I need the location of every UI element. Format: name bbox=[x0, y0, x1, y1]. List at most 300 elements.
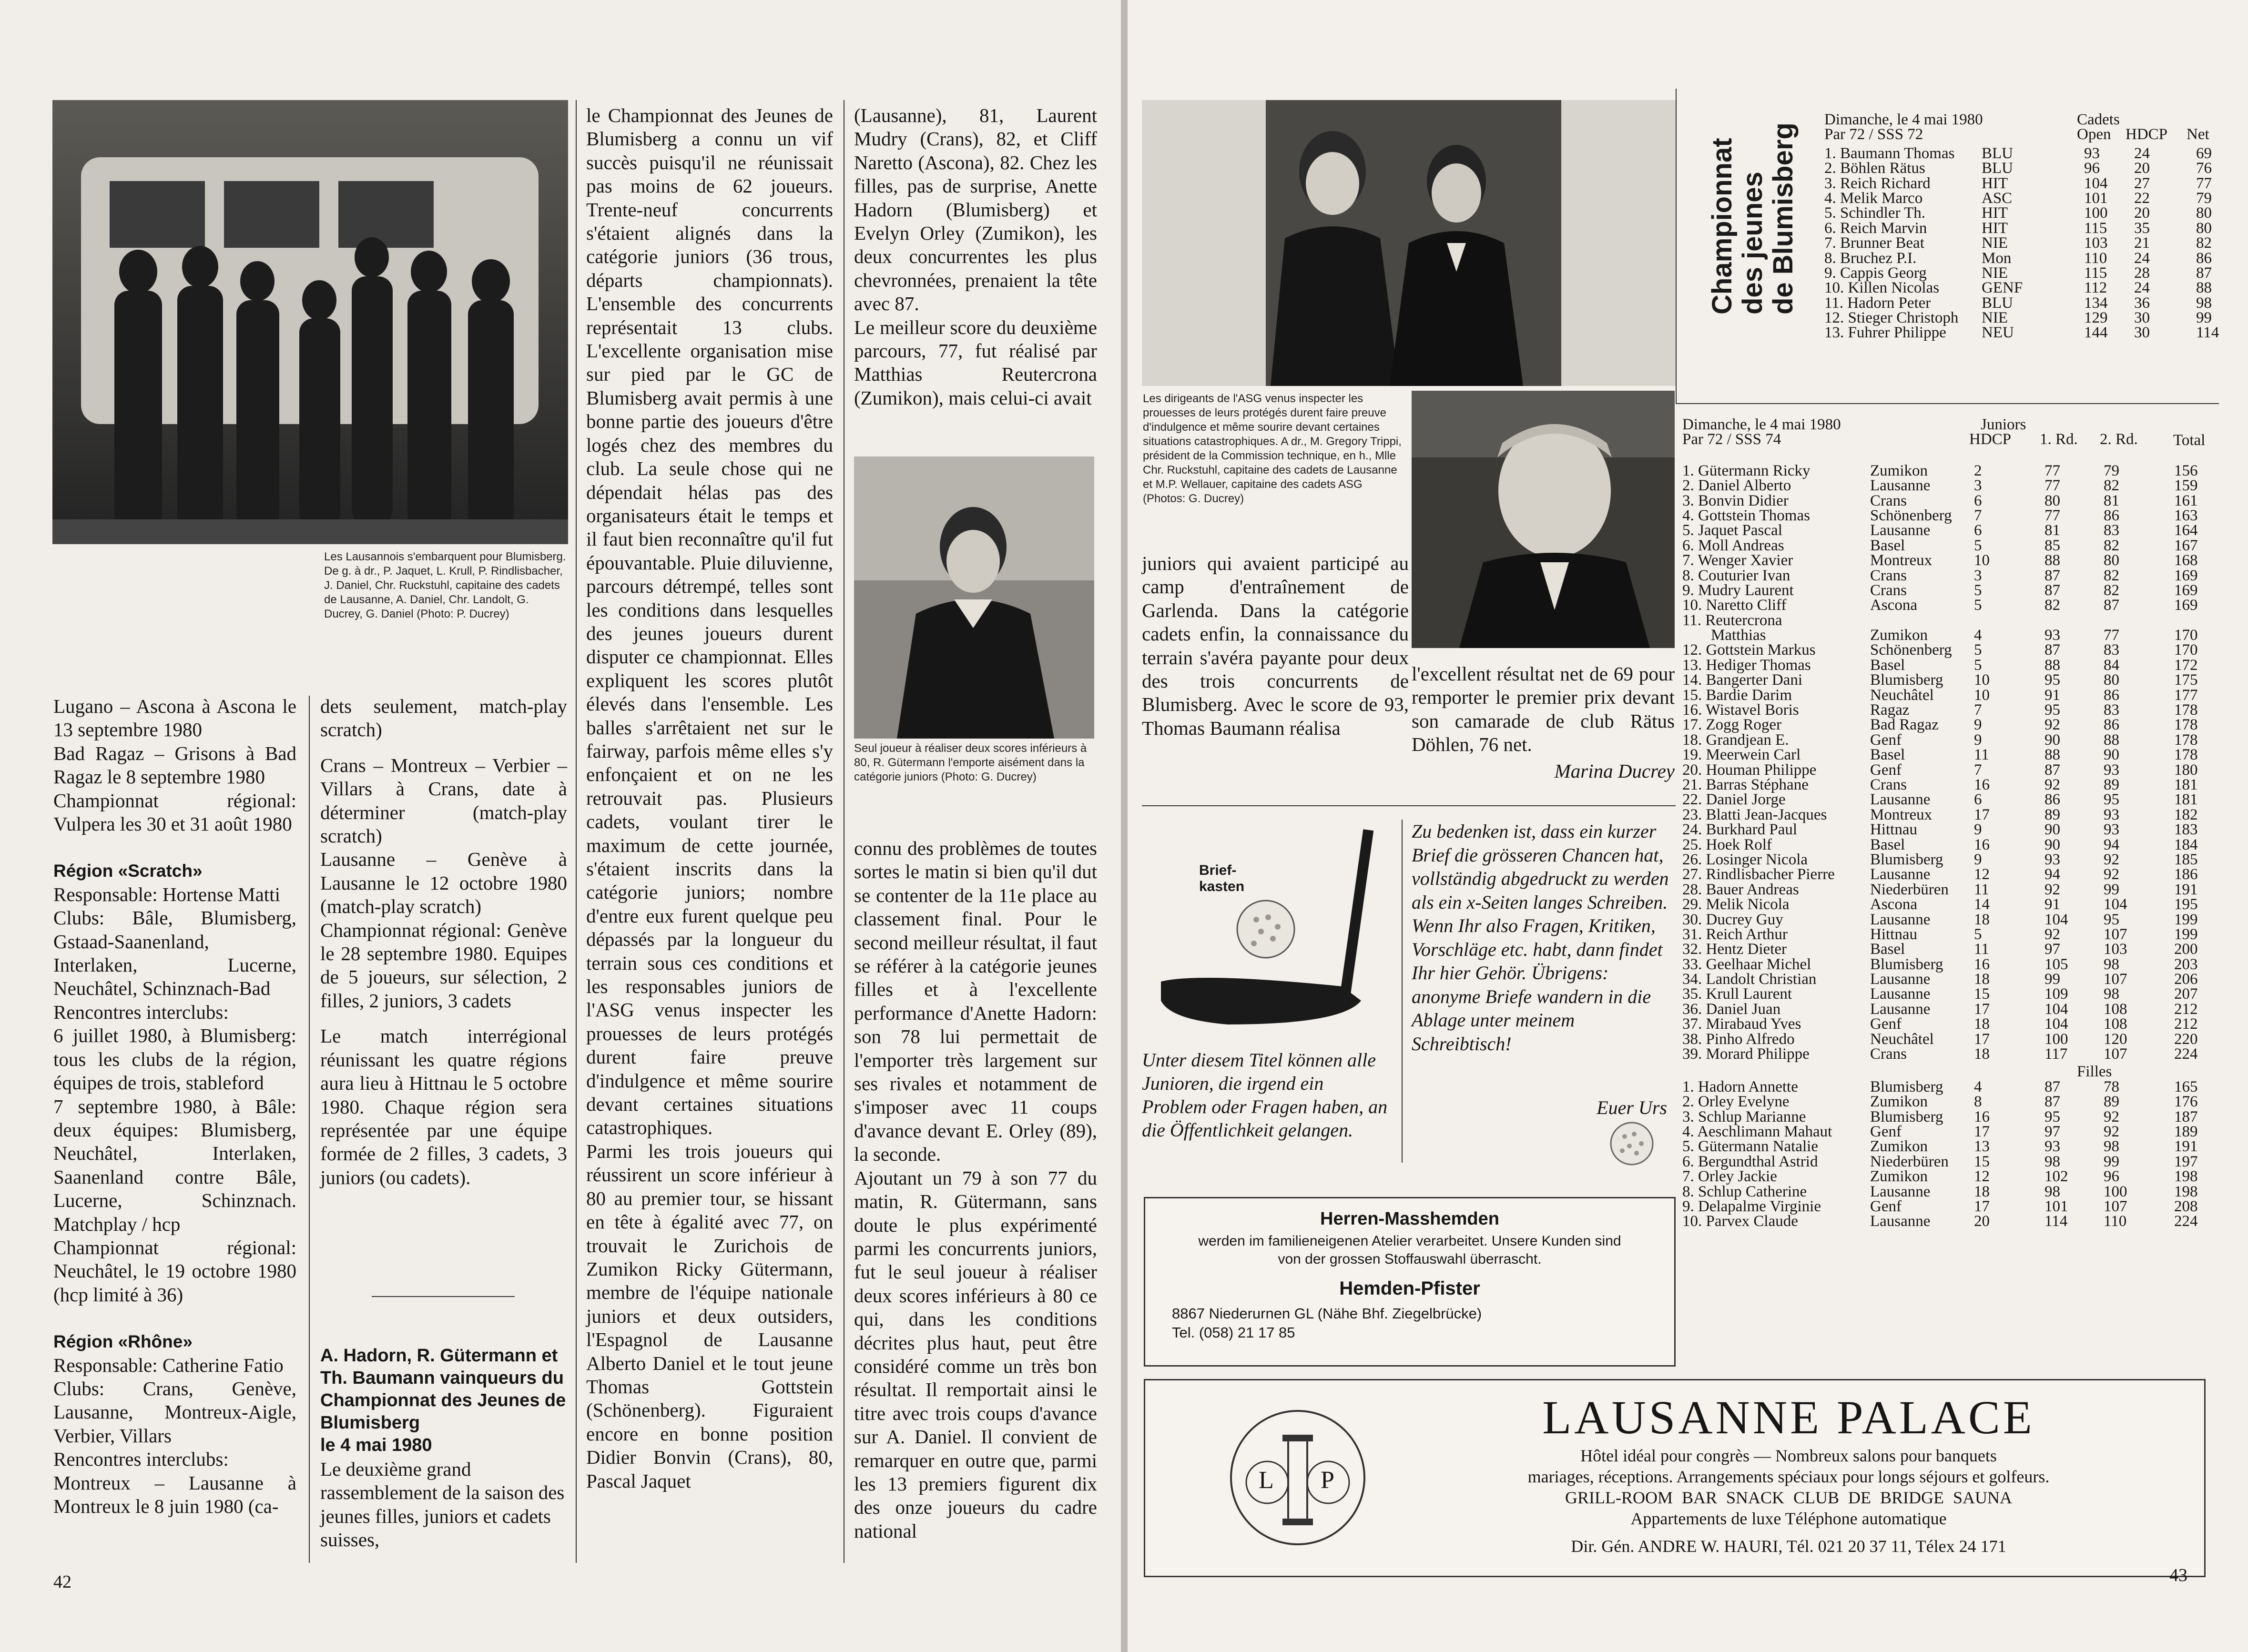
net-score: 79 bbox=[2196, 189, 2212, 207]
juniors-date: Dimanche, le 4 mai 1980 bbox=[1682, 416, 1841, 433]
briefkasten-sign: Euer Urs bbox=[1597, 1097, 1667, 1118]
table-row bbox=[1682, 1095, 2226, 1109]
round-2: 96 bbox=[2104, 1168, 2119, 1186]
table-row bbox=[1682, 778, 2226, 792]
column-4 bbox=[854, 104, 1097, 410]
hdcp: 17 bbox=[1974, 1000, 1990, 1018]
round-2: 107 bbox=[2104, 971, 2127, 988]
player-name: 35. Krull Laurent bbox=[1682, 985, 1792, 1003]
player-name: 3. Reich Richard bbox=[1824, 174, 1931, 192]
club: Lausanne bbox=[1870, 1213, 1931, 1230]
total: 178 bbox=[2174, 746, 2198, 764]
total: 163 bbox=[2174, 507, 2198, 524]
hdcp: 18 bbox=[1974, 971, 1990, 988]
hdcp: 9 bbox=[1974, 821, 1982, 839]
photo-portrait-trippi bbox=[1412, 391, 1675, 648]
round-2: 83 bbox=[2104, 641, 2119, 659]
club: Schönenberg bbox=[1870, 507, 1952, 524]
text-paragraph: juniors qui avaient participé au camp d'entraînement de Garlenda. Dans la catégorie cadets enfin, la connaissance du terrain s'avéra payante pour deux des trois concurrents de Blumisberg. Avec le score de 93, Thomas Baumann réalisa bbox=[1142, 552, 1409, 739]
ad-palace-line: Hôtel idéal pour congrès — Nombreux salons pour banquets bbox=[1580, 1446, 1997, 1465]
net-score: 80 bbox=[2196, 219, 2212, 237]
hdcp: 16 bbox=[1974, 776, 1990, 793]
player-name: 16. Wistavel Boris bbox=[1682, 701, 1799, 719]
round-2: 110 bbox=[2104, 1213, 2127, 1230]
open-score: 134 bbox=[2084, 294, 2108, 312]
round-2: 86 bbox=[2104, 716, 2119, 734]
table-row bbox=[1682, 1199, 2226, 1214]
hdcp: 22 bbox=[2134, 189, 2150, 207]
hdcp: 17 bbox=[1974, 806, 1990, 823]
club: Lausanne bbox=[1870, 971, 1931, 988]
round-1: 87 bbox=[2045, 581, 2060, 599]
photo-lausanne-team-caption: Les Lausannois s'embarquent pour Blumisberg. De g. à dr., P. Jaquet, L. Krull, P. Rindlisbacher, J. Daniel, Chr. Ruckstuhl, capitaine des cadets de Lausanne, A. Daniel, Chr. Landolt, G. Ducrey, G. Daniel (Photo: P. Ducrey) bbox=[324, 550, 566, 620]
total: 206 bbox=[2174, 971, 2198, 988]
table-row bbox=[1824, 311, 2225, 325]
hdcp: 24 bbox=[2134, 144, 2150, 162]
photo-officials bbox=[1142, 100, 1676, 386]
hdcp: 7 bbox=[1974, 507, 1982, 524]
hdcp: 18 bbox=[1974, 1015, 1990, 1033]
round-1: 94 bbox=[2045, 866, 2060, 883]
round-2: 89 bbox=[2104, 776, 2119, 793]
net-score: 86 bbox=[2196, 249, 2212, 267]
round-2: 100 bbox=[2104, 1183, 2127, 1200]
hdcp: 20 bbox=[1974, 1213, 1990, 1230]
round-2: 89 bbox=[2104, 1093, 2119, 1111]
open-score: 103 bbox=[2084, 234, 2108, 252]
round-1: 80 bbox=[2045, 492, 2060, 509]
player-name: 4. Melik Marco bbox=[1824, 189, 1923, 207]
round-2: 83 bbox=[2104, 701, 2119, 719]
juniors-header-row bbox=[1682, 417, 2226, 432]
total: 191 bbox=[2174, 881, 2198, 898]
player-name: 8. Bruchez P.I. bbox=[1824, 249, 1917, 267]
table-row bbox=[1682, 1032, 2226, 1047]
player-name: 12. Gottstein Markus bbox=[1682, 641, 1816, 659]
briefkasten-divider bbox=[1402, 820, 1403, 1163]
player-name: 39. Morard Philippe bbox=[1682, 1045, 1810, 1063]
hdcp: 16 bbox=[1974, 1108, 1990, 1125]
table-row bbox=[1824, 161, 2225, 176]
round-2: 98 bbox=[2104, 985, 2119, 1003]
hdcp: 5 bbox=[1974, 656, 1982, 674]
total: 224 bbox=[2174, 1045, 2198, 1063]
column-header: HDCP bbox=[1969, 431, 2012, 448]
hdcp: 35 bbox=[2134, 219, 2150, 237]
hdcp: 20 bbox=[2134, 160, 2150, 177]
player-name: 2. Böhlen Rätus bbox=[1824, 160, 1925, 177]
table-row bbox=[1682, 568, 2226, 583]
club: Crans bbox=[1870, 1045, 1907, 1063]
table-row bbox=[1824, 251, 2225, 266]
open-score: 101 bbox=[2084, 189, 2108, 207]
player-name: 6. Moll Andreas bbox=[1682, 537, 1784, 554]
round-1: 77 bbox=[2045, 477, 2060, 495]
round-1: 82 bbox=[2045, 597, 2060, 614]
total: 164 bbox=[2174, 522, 2198, 539]
club: Genf bbox=[1870, 761, 1902, 779]
player-name: 37. Mirabaud Yves bbox=[1682, 1015, 1801, 1033]
club-code: NIE bbox=[1982, 309, 2008, 327]
total: 199 bbox=[2174, 911, 2198, 928]
club: Ascona bbox=[1870, 597, 1917, 614]
round-2: 95 bbox=[2104, 791, 2119, 809]
column-6 bbox=[1412, 662, 1675, 783]
total: 203 bbox=[2174, 955, 2198, 973]
round-1: 91 bbox=[2045, 686, 2060, 704]
text-line: Responsable: Hortense Matti bbox=[53, 883, 280, 905]
open-score: 110 bbox=[2084, 249, 2107, 267]
cadets-date: Dimanche, le 4 mai 1980 bbox=[1824, 111, 1983, 128]
net-score: 82 bbox=[2196, 234, 2212, 252]
round-1: 105 bbox=[2045, 955, 2068, 973]
round-1: 95 bbox=[2045, 1108, 2060, 1125]
total: 181 bbox=[2174, 791, 2198, 809]
round-1: 104 bbox=[2045, 911, 2068, 928]
total: 197 bbox=[2174, 1153, 2198, 1170]
table-row bbox=[1682, 882, 2226, 897]
player-name: 22. Daniel Jorge bbox=[1682, 791, 1786, 809]
table-row bbox=[1682, 494, 2226, 508]
table-row bbox=[1682, 673, 2226, 688]
round-2: 80 bbox=[2104, 552, 2119, 569]
table-row bbox=[1682, 942, 2226, 957]
club: Niederbüren bbox=[1870, 1153, 1949, 1170]
text-line: 7 septembre 1980, à Bâle: deux équipes: Blumisberg, Neuchâtel, Interlaken, Saanenland contre Bâle, Lucerne, Schinznach. Matchplay / hcp bbox=[53, 1095, 296, 1235]
column-header: Open bbox=[2077, 126, 2111, 143]
round-1: 87 bbox=[2045, 1093, 2060, 1111]
briefkasten-right-text: Zu bedenken ist, dass ein kurzer Brief die grösseren Chancen hat, vollständig abgedruckt zu werden als ein x-Seiten langes Schreiben. Wenn Ihr also Fragen, Kritiken, Vorschläge etc. habt, dann findet Ihr hier Gehör. Übrigens: anonyme Briefe wandern in die Ablage unter meinem Schreibtisch! bbox=[1412, 821, 1669, 1054]
club: Zumikon bbox=[1870, 1168, 1928, 1186]
player-name: 6. Bergundthal Astrid bbox=[1682, 1153, 1818, 1170]
table-row bbox=[1824, 206, 2225, 221]
total: 189 bbox=[2174, 1123, 2198, 1140]
player-name: 8. Schlup Catherine bbox=[1682, 1183, 1807, 1200]
player-name: Matthias bbox=[1711, 627, 1766, 644]
hdcp: 24 bbox=[2134, 279, 2150, 297]
round-2: 94 bbox=[2104, 836, 2119, 853]
round-2: 93 bbox=[2104, 806, 2119, 823]
player-name: 1. Baumann Thomas bbox=[1824, 144, 1955, 162]
table-row bbox=[1682, 897, 2226, 912]
ad-lausanne-palace bbox=[1144, 1379, 2206, 1577]
table-row bbox=[1682, 583, 2226, 598]
column-3 bbox=[586, 104, 833, 1493]
club: Lausanne bbox=[1870, 791, 1931, 809]
hdcp: 6 bbox=[1974, 492, 1982, 509]
cadets-rows bbox=[1824, 146, 2225, 341]
hdcp: 11 bbox=[1974, 746, 1989, 764]
player-name: 33. Geelhaar Michel bbox=[1682, 955, 1811, 973]
player-name: 3. Bonvin Didier bbox=[1682, 492, 1789, 509]
total: 187 bbox=[2174, 1108, 2198, 1125]
club: Lausanne bbox=[1870, 911, 1931, 928]
open-score: 96 bbox=[2084, 160, 2100, 177]
club-code: HIT bbox=[1982, 204, 2008, 222]
section-heading-rhone: Région «Rhône» bbox=[53, 1332, 193, 1352]
author-signature: Marina Ducrey bbox=[1554, 760, 1675, 782]
text-paragraph: connu des problèmes de toutes sortes le matin si bien qu'il dut se contenter de la 11e place au classement final. Pour le second meilleur résultat, il faut se référer à la catégorie jeunes filles et à l'excellente performance d'Anette Hadorn: son 78 lui permettait de l'emporter très largement sur ses rivales et notamment de s'imposer avec 11 coups d'avance devant E. Orley (89), la seconde. bbox=[854, 837, 1097, 1166]
player-name: 17. Zogg Roger bbox=[1682, 716, 1782, 734]
round-2: 108 bbox=[2104, 1015, 2127, 1033]
club: Basel bbox=[1870, 537, 1905, 554]
round-1: 87 bbox=[2045, 567, 2060, 584]
round-2: 107 bbox=[2104, 1045, 2127, 1063]
player-name: 10. Parvex Claude bbox=[1682, 1213, 1798, 1230]
hdcp: 2 bbox=[1974, 462, 1982, 479]
club-code: Mon bbox=[1982, 249, 2012, 267]
club: Montreux bbox=[1870, 552, 1933, 569]
ad-hemden-address: 8867 Niederurnen GL (Nähe Bhf. Ziegelbrücke) bbox=[1172, 1305, 1482, 1322]
player-name: 12. Stieger Christoph bbox=[1824, 309, 1959, 327]
round-2: 99 bbox=[2104, 881, 2119, 898]
hdcp: 5 bbox=[1974, 537, 1982, 554]
club: Lausanne bbox=[1870, 477, 1931, 495]
hdcp: 27 bbox=[2134, 174, 2150, 192]
table-row bbox=[1682, 538, 2226, 553]
round-2: 82 bbox=[2104, 537, 2119, 554]
round-1: 88 bbox=[2045, 656, 2060, 674]
ad-hemden-body: werden im familieneigenen Atelier verarbeitet. Unsere Kunden sind von der grossen Stoffauswahl überrascht. bbox=[1198, 1233, 1621, 1267]
round-2: 87 bbox=[2104, 597, 2119, 614]
round-1: 101 bbox=[2045, 1197, 2068, 1215]
open-score: 112 bbox=[2084, 279, 2107, 297]
player-name: 3. Schlup Marianne bbox=[1682, 1108, 1806, 1125]
text-paragraph: Ajoutant un 79 à son 77 du matin, R. Gütermann, sans doute le plus expérimenté parmi les concurrents juniors, fut le seul joueur à réaliser deux scores inférieurs à 80 ce qui, dans les conditions décrites plus haut, peut être considéré comme un très bon résultat. Il remportait ainsi le titre avec trois coups d'avance sur A. Daniel. Il convient de remarquer en outre que, parmi les 13 premiers figurent dix des onze joueurs du cadre national bbox=[854, 1166, 1097, 1542]
club: Genf bbox=[1870, 1197, 1902, 1215]
round-2: 77 bbox=[2104, 627, 2119, 644]
round-2: 80 bbox=[2104, 671, 2119, 689]
round-2: 78 bbox=[2104, 1078, 2119, 1095]
hdcp: 21 bbox=[2134, 234, 2150, 252]
round-1: 87 bbox=[2045, 641, 2060, 659]
club: Basel bbox=[1870, 941, 1905, 958]
text-line: Rencontres interclubs: bbox=[53, 1001, 229, 1023]
open-score: 115 bbox=[2084, 264, 2107, 282]
net-score: 80 bbox=[2196, 204, 2212, 222]
table-row bbox=[1682, 748, 2226, 762]
club-code: GENF bbox=[1982, 279, 2023, 297]
club-code: HIT bbox=[1982, 219, 2008, 237]
round-2: 92 bbox=[2104, 1123, 2119, 1140]
golf-club-icon bbox=[1142, 829, 1390, 1067]
hdcp: 13 bbox=[1974, 1138, 1990, 1155]
club-code: NEU bbox=[1982, 324, 2014, 342]
club-code: NIE bbox=[1982, 234, 2008, 252]
table-row bbox=[1824, 191, 2225, 206]
total: 178 bbox=[2174, 716, 2198, 734]
club: Crans bbox=[1870, 492, 1907, 509]
table-row bbox=[1682, 628, 2226, 643]
hdcp: 3 bbox=[1974, 477, 1982, 495]
text-line: Montreux – Lausanne à Montreux le 8 juin 1980 (ca- bbox=[53, 1471, 296, 1517]
hdcp: 18 bbox=[1974, 911, 1990, 928]
total: 224 bbox=[2174, 1213, 2198, 1230]
hdcp: 17 bbox=[1974, 1197, 1990, 1215]
hdcp: 15 bbox=[1974, 1153, 1990, 1170]
round-2: 84 bbox=[2104, 656, 2119, 674]
total: 186 bbox=[2174, 866, 2198, 883]
hdcp: 5 bbox=[1974, 581, 1982, 599]
round-1: 98 bbox=[2045, 1183, 2060, 1200]
club: Neuchâtel bbox=[1870, 686, 1934, 704]
net-score: 99 bbox=[2196, 309, 2212, 327]
hdcp: 9 bbox=[1974, 716, 1982, 734]
player-name: 34. Landolt Christian bbox=[1682, 971, 1817, 988]
table-row bbox=[1682, 464, 2226, 478]
hdcp: 5 bbox=[1974, 597, 1982, 614]
text-paragraph: Parmi les trois joueurs qui réussirent un score inférieur à 80 au premier tour, se hissant en tête à égalité avec 77, on trouvait le Zurichois de Zumikon Ricky Gütermann, membre de l'équipe nationale juniors et deux outsiders, l'Espagnol de Lausanne Alberto Daniel et le tout jeune Thomas Gottstein (Schönenberg). Figuraient encore en bonne position Didier Bonvin (Crans), 80, Pascal Jaquet bbox=[586, 1140, 833, 1492]
column-1 bbox=[53, 695, 296, 1518]
total: 220 bbox=[2174, 1030, 2198, 1048]
lausanne-palace-logo bbox=[1226, 1406, 1369, 1549]
table-row bbox=[1682, 1125, 2226, 1139]
vertical-title-line: des jeunes bbox=[1737, 172, 1768, 314]
total: 207 bbox=[2174, 985, 2198, 1003]
round-2: 107 bbox=[2104, 1197, 2127, 1215]
total: 198 bbox=[2174, 1168, 2198, 1186]
round-1: 92 bbox=[2045, 776, 2060, 793]
club: Lausanne bbox=[1870, 866, 1931, 883]
hdcp: 6 bbox=[1974, 791, 1982, 809]
hdcp: 7 bbox=[1974, 761, 1982, 779]
round-1: 97 bbox=[2045, 1123, 2060, 1140]
net-score: 114 bbox=[2196, 324, 2219, 342]
hdcp: 24 bbox=[2134, 249, 2150, 267]
round-2: 93 bbox=[2104, 761, 2119, 779]
column-2 bbox=[320, 695, 567, 1189]
round-2: 83 bbox=[2104, 522, 2119, 539]
ad-palace-line: mariages, réceptions. Arrangements spéciaux pour longs séjours et golfeurs. bbox=[1527, 1467, 2050, 1486]
club: Lausanne bbox=[1870, 1000, 1931, 1018]
juniors-category: Juniors bbox=[1981, 416, 2026, 433]
cadets-category: Cadets bbox=[2077, 111, 2120, 128]
total: 178 bbox=[2174, 701, 2198, 719]
open-score: 104 bbox=[2084, 174, 2108, 192]
club: Genf bbox=[1870, 1015, 1902, 1033]
table-row bbox=[1824, 296, 2225, 311]
player-name: 14. Bangerter Dani bbox=[1682, 671, 1802, 689]
round-2: 92 bbox=[2104, 851, 2119, 868]
total: 212 bbox=[2174, 1000, 2198, 1018]
column-header: Total bbox=[2173, 432, 2206, 449]
player-name: 15. Bardie Darim bbox=[1682, 686, 1792, 704]
juniors-rows bbox=[1682, 464, 2226, 1062]
ad-palace-title: LAUSANNE PALACE bbox=[1542, 1391, 2035, 1444]
table-row bbox=[1682, 613, 2226, 628]
player-name: 21. Barras Stéphane bbox=[1682, 776, 1809, 793]
hdcp: 18 bbox=[1974, 1183, 1990, 1200]
hdcp: 9 bbox=[1974, 851, 1982, 868]
player-name: 5. Gütermann Natalie bbox=[1682, 1138, 1818, 1155]
ad-hemden-title: Herren-Masshemden bbox=[1320, 1209, 1499, 1229]
hdcp: 30 bbox=[2134, 309, 2150, 327]
club: Zumikon bbox=[1870, 1093, 1928, 1111]
table-row bbox=[1824, 325, 2225, 340]
hdcp: 12 bbox=[1974, 1168, 1990, 1186]
player-name: 29. Melik Nicola bbox=[1682, 896, 1790, 913]
text-line: Le deuxième grand rassemblement de la saison des jeunes filles, juniors et cadets suisses, bbox=[320, 1458, 565, 1551]
round-2: 99 bbox=[2104, 1153, 2119, 1170]
ad-hemden-company: Hemden-Pfister bbox=[1339, 1278, 1480, 1299]
table-row bbox=[1824, 221, 2225, 236]
player-name: 1. Gütermann Ricky bbox=[1682, 462, 1811, 479]
club-code: HIT bbox=[1982, 174, 2008, 192]
total: 170 bbox=[2174, 641, 2198, 659]
round-1: 85 bbox=[2045, 537, 2060, 554]
text-line: Crans – Montreux – Verbier – Villars à Crans, date à déterminer (match-play scratch) bbox=[320, 754, 567, 847]
round-1: 77 bbox=[2045, 507, 2060, 524]
table-row bbox=[1682, 927, 2226, 942]
hdcp: 7 bbox=[1974, 701, 1982, 719]
round-1: 88 bbox=[2045, 552, 2060, 569]
column-5 bbox=[1142, 552, 1409, 740]
filles-header-row bbox=[1682, 1064, 2226, 1079]
text-paragraph: le Championnat des Jeunes de Blumisberg a connu un vif succès puisqu'il ne réunissait pas moins de 62 joueurs. Trente-neuf concurrents s'étaient alignés dans la catégorie juniors (36 trous, départs championnats). L'ensemble des concurrents représentait 13 clubs. L'excellente organisation mise sur pied par le GC de Blumisberg avait permis à une bonne partie des joueurs d'être logés chez des membres du club. La seule chose qui ne dépendait hélas pas des organisateurs était le temps et il faut bien reconnaître qu'il fut épouvantable. Pluie diluvienne, parcours détrempé, telles sont les conditions dans lesquelles des jeunes joueurs durent disputer ce championnat. Elles expliquent les scores plutôt élevés dans l'ensemble. Les balles s'arrêtaient net sur le fairway, parfois même elles s'y enfonçaient et on ne les retrouvait pas. Plusieurs cadets, voulant tirer le maximum de cette journée, s'étaient inscrits dans la catégorie juniors; nombre d'entre eux furent quelque peu dépassés par la longueur du terrain sous ces conditions et les responsables juniors de l'ASG venus inspecter les prouesses de leurs protégés durent faire preuve d'indulgence et même sourire devant certaines situations catastrophiques. bbox=[586, 104, 833, 1139]
hdcp: 8 bbox=[1974, 1093, 1982, 1111]
table-row bbox=[1682, 1214, 2226, 1229]
hdcp: 12 bbox=[1974, 866, 1990, 883]
round-1: 102 bbox=[2045, 1168, 2068, 1186]
round-2: 79 bbox=[2104, 462, 2119, 479]
round-2: 92 bbox=[2104, 866, 2119, 883]
net-score: 98 bbox=[2196, 294, 2212, 312]
column-header: 2. Rd. bbox=[2100, 431, 2138, 448]
table-row bbox=[1824, 266, 2225, 281]
section-heading-scratch: Région «Scratch» bbox=[53, 861, 203, 881]
club: Blumisberg bbox=[1870, 851, 1943, 868]
table-row bbox=[1824, 146, 2225, 161]
player-name: 10. Killen Nicolas bbox=[1824, 279, 1940, 297]
text-line: Championnat régional: Genève le 28 septembre 1980. Equipes de 5 joueurs, sur sélection, 2 filles, 2 juniors, 3 cadets bbox=[320, 919, 567, 1012]
round-1: 89 bbox=[2045, 806, 2060, 823]
text-line: Clubs: Bâle, Blumisberg, Gstaad-Saanenland, Interlaken, Lucerne, Neuchâtel, Schinznach-Bad bbox=[53, 907, 296, 1000]
player-name: 11. Reutercrona bbox=[1682, 611, 1782, 629]
table-row bbox=[1682, 792, 2226, 807]
ad-palace-line: Appartements de luxe Téléphone automatique bbox=[1630, 1509, 1947, 1528]
text-line: Bad Ragaz – Grisons à Bad Ragaz le 8 septembre 1980 bbox=[53, 742, 296, 788]
round-2: 82 bbox=[2104, 581, 2119, 599]
total: 156 bbox=[2174, 462, 2198, 479]
player-name: 6. Reich Marvin bbox=[1824, 219, 1927, 237]
open-score: 115 bbox=[2084, 219, 2107, 237]
round-2: 104 bbox=[2104, 896, 2127, 913]
club: Zumikon bbox=[1870, 1138, 1928, 1155]
total: 195 bbox=[2174, 896, 2198, 913]
text-line: 6 juillet 1980, à Blumisberg: tous les clubs de la région, équipes de trois, stableford bbox=[53, 1024, 296, 1094]
round-1: 97 bbox=[2045, 941, 2060, 958]
photo-lausanne-team bbox=[52, 100, 568, 544]
table-row bbox=[1682, 987, 2226, 1002]
table-row bbox=[1682, 553, 2226, 568]
total: 169 bbox=[2174, 567, 2198, 584]
table-row bbox=[1682, 1139, 2226, 1154]
player-name: 31. Reich Arthur bbox=[1682, 925, 1788, 943]
player-name: 9. Delapalme Virginie bbox=[1682, 1197, 1821, 1215]
page-number-right: 43 bbox=[2169, 1565, 2187, 1585]
text-line: dets seulement, match-play scratch) bbox=[320, 695, 567, 741]
total: 168 bbox=[2174, 552, 2198, 569]
round-2: 98 bbox=[2104, 1138, 2119, 1155]
spine-gutter bbox=[1121, 0, 1128, 1652]
player-name: 24. Burkhard Paul bbox=[1682, 821, 1798, 839]
hdcp: 4 bbox=[1974, 627, 1982, 644]
round-1: 87 bbox=[2045, 1078, 2060, 1095]
ad-palace-body bbox=[1374, 1445, 2203, 1557]
results-frame bbox=[1676, 403, 2219, 404]
club: Blumisberg bbox=[1870, 1108, 1943, 1125]
hdcp: 10 bbox=[1974, 686, 1990, 704]
